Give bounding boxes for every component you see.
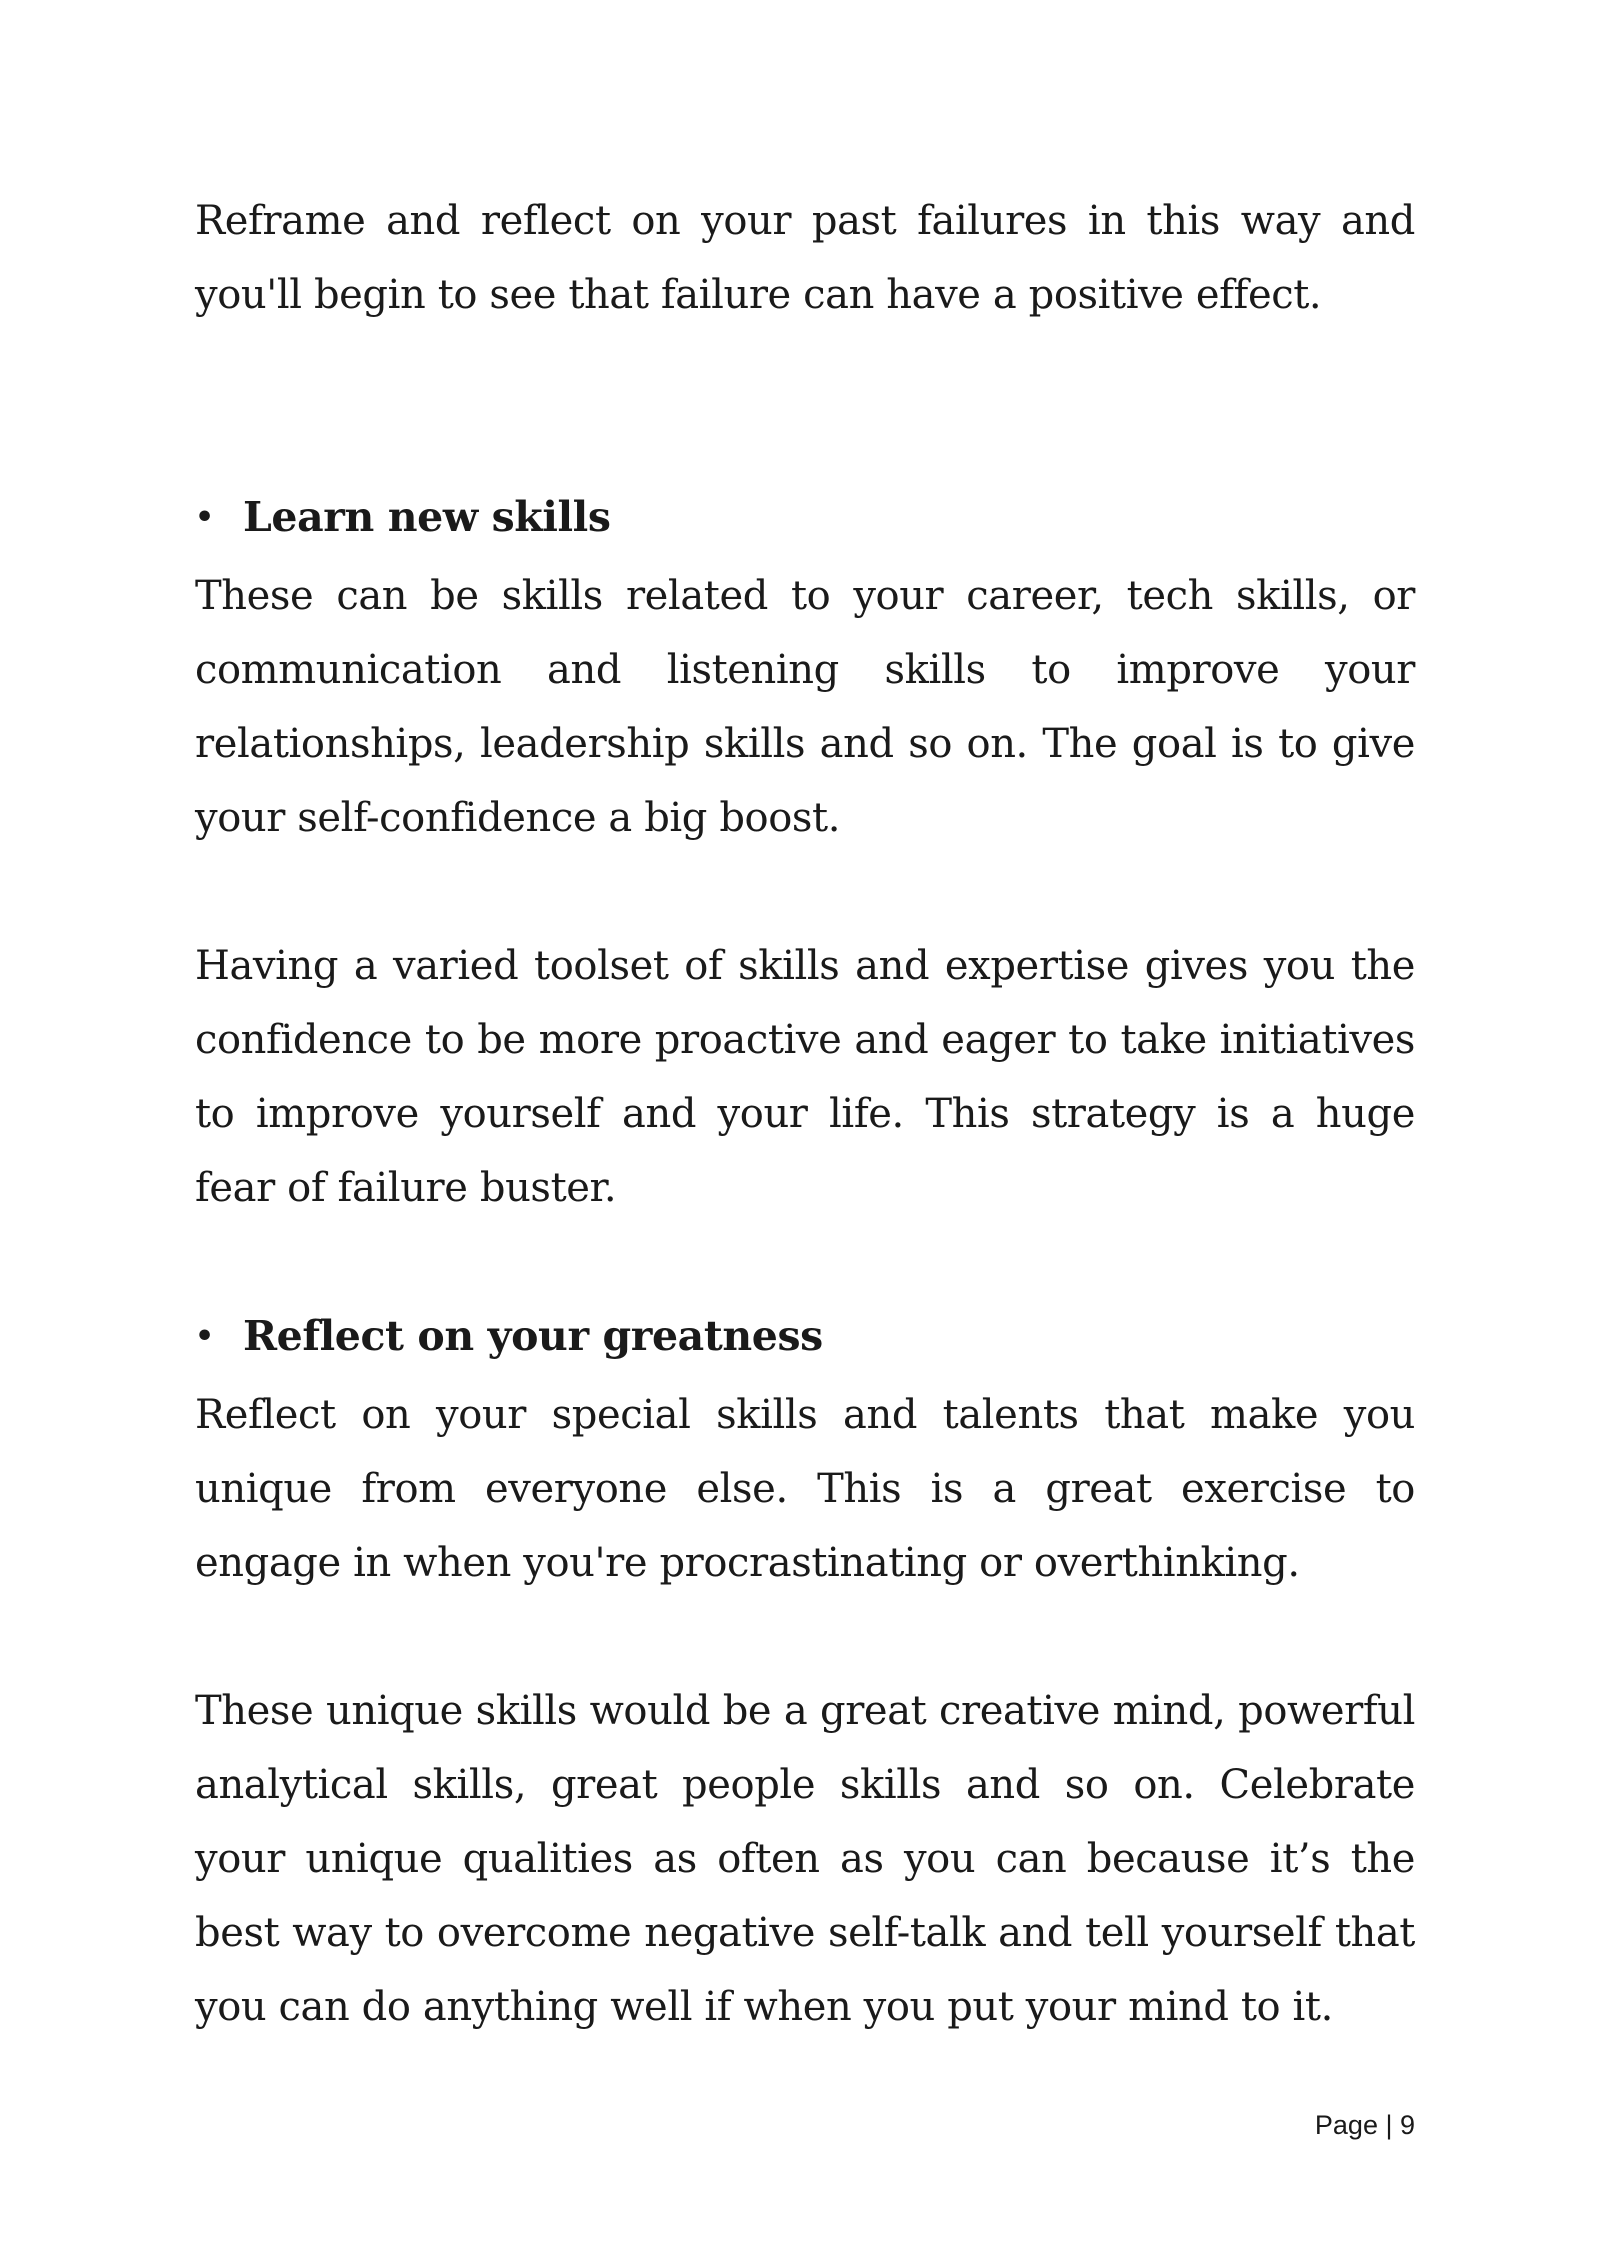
spacer	[195, 1225, 1415, 1299]
reflect-paragraph-1: Reflect on your special skills and talents that make you unique from everyone else. This is a great exercise to engage in when you're procrastinating or overthinking.	[195, 1392, 1415, 1586]
intro-paragraph: Reframe and reflect on your past failures in this way and you'll begin to see that failure can have a positive effect.	[195, 198, 1415, 318]
section-heading-learn-new-skills	[195, 480, 1415, 559]
bullet-icon: •	[195, 1319, 214, 1354]
learn-skills-paragraph-2: Having a varied toolset of skills and expertise gives you the confidence to be more proactive and eager to take initiatives to improve yourself and your life. This strategy is a huge fear of failure buster.	[195, 943, 1415, 1211]
section-heading-text: Reflect on your greatness	[243, 1312, 823, 1360]
reflect-paragraph-2: These unique skills would be a great creative mind, powerful analytical skills, great people skills and so on. Celebrate your unique qualities as often as you can because it’s the best way to overcome negative self-talk and tell yourself that you can do anything well if when you put your mind to it.	[195, 1688, 1415, 2030]
spacer	[195, 1600, 1415, 1674]
section-heading-reflect-on-greatness	[195, 1299, 1415, 1378]
page-content	[195, 184, 1415, 2044]
bullet-icon: •	[195, 500, 214, 535]
section-heading-text: Learn new skills	[243, 493, 611, 541]
page-number: Page | 9	[1314, 2110, 1415, 2140]
spacer	[195, 332, 1415, 480]
learn-skills-paragraph-1: These can be skills related to your career, tech skills, or communication and listening skills to improve your relationships, leadership skills and so on. The goal is to give your self-confidence a big boost.	[195, 573, 1415, 841]
spacer	[195, 855, 1415, 929]
